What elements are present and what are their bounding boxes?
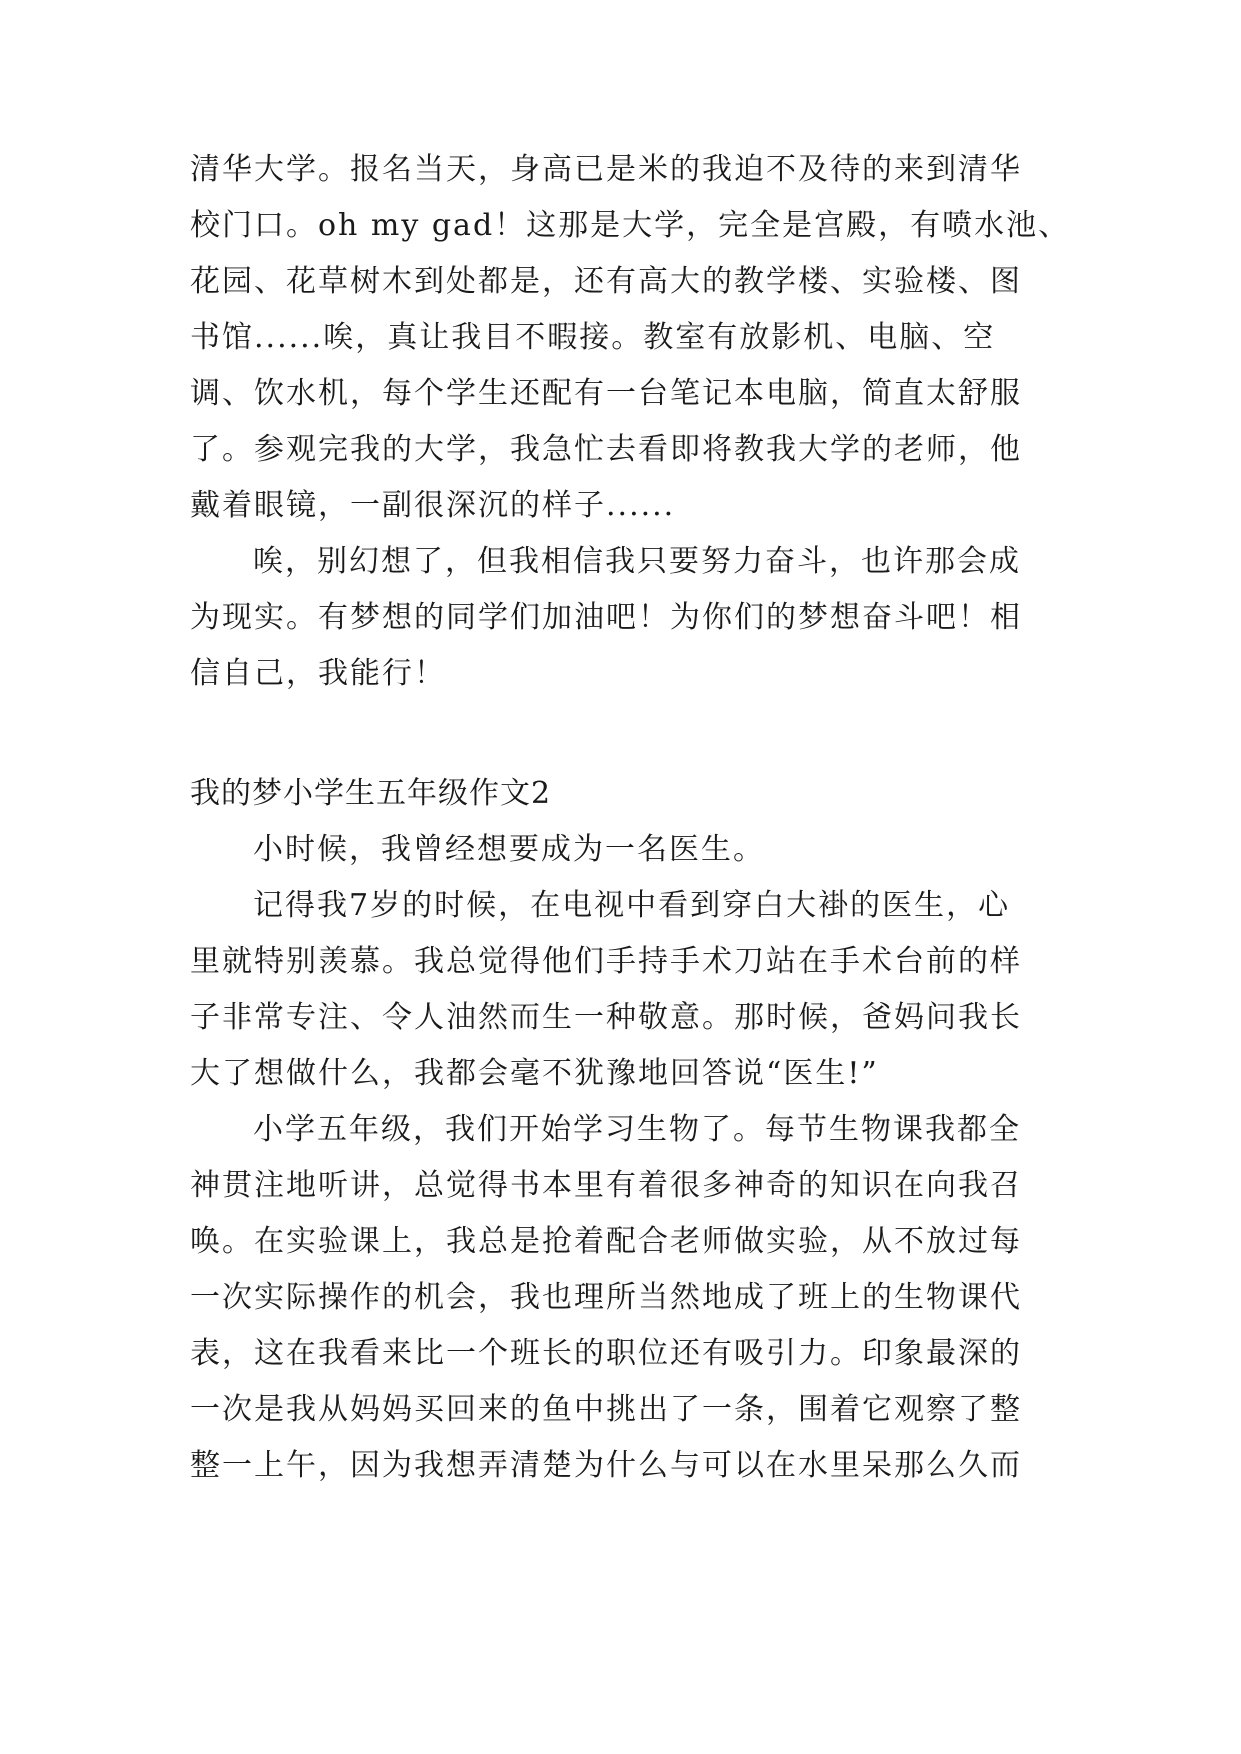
text-line: 唉，别幻想了，但我相信我只要努力奋斗，也许那会成 — [253, 544, 1021, 579]
text-line: 一次是我从妈妈买回来的鱼中挑出了一条，围着它观察了整 — [190, 1392, 1022, 1427]
text-line: 小时候，我曾经想要成为一名医生。 — [253, 832, 765, 867]
text-line: 书馆......唉，真让我目不暇接。教室有放影机、电脑、空 — [190, 320, 996, 355]
text-line: 表，这在我看来比一个班长的职位还有吸引力。印象最深的 — [190, 1336, 1022, 1371]
text-line: 清华大学。报名当天，身高已是米的我迫不及待的来到清华 — [190, 152, 1022, 187]
text-line: 大了想做什么，我都会毫不犹豫地回答说“医生!” — [190, 1056, 879, 1091]
text-line: 戴着眼镜，一副很深沉的样子...... — [190, 488, 676, 523]
section-title: 我的梦小学生五年级作文2 — [190, 776, 552, 811]
text-line: 神贯注地听讲，总觉得书本里有着很多神奇的知识在向我召 — [190, 1168, 1022, 1203]
text-line: 一次实际操作的机会，我也理所当然地成了班上的生物课代 — [190, 1280, 1022, 1315]
text-line: 花园、花草树木到处都是，还有高大的教学楼、实验楼、图 — [190, 264, 1022, 299]
text-line: 小学五年级，我们开始学习生物了。每节生物课我都全 — [253, 1112, 1021, 1147]
text-line: 里就特别羡慕。我总觉得他们手持手术刀站在手术台前的样 — [190, 944, 1022, 979]
text-line: 子非常专注、令人油然而生一种敬意。那时候，爸妈问我长 — [190, 1000, 1022, 1035]
text-line: 为现实。有梦想的同学们加油吧！为你们的梦想奋斗吧！相 — [190, 600, 1022, 635]
text-line: 了。参观完我的大学，我急忙去看即将教我大学的老师，他 — [190, 432, 1022, 467]
text-line: 记得我7岁的时候，在电视中看到穿白大褂的医生，心 — [253, 888, 1011, 923]
text-line: 整一上午，因为我想弄清楚为什么与可以在水里呆那么久而 — [190, 1448, 1022, 1483]
text-line: 唤。在实验课上，我总是抢着配合老师做实验，从不放过每 — [190, 1224, 1022, 1259]
text-line: 信自己，我能行！ — [190, 656, 446, 691]
text-line: 校门口。oh my gad！这那是大学，完全是宫殿，有喷水池、 — [190, 208, 1071, 243]
text-line: 调、饮水机，每个学生还配有一台笔记本电脑，简直太舒服 — [190, 376, 1022, 411]
